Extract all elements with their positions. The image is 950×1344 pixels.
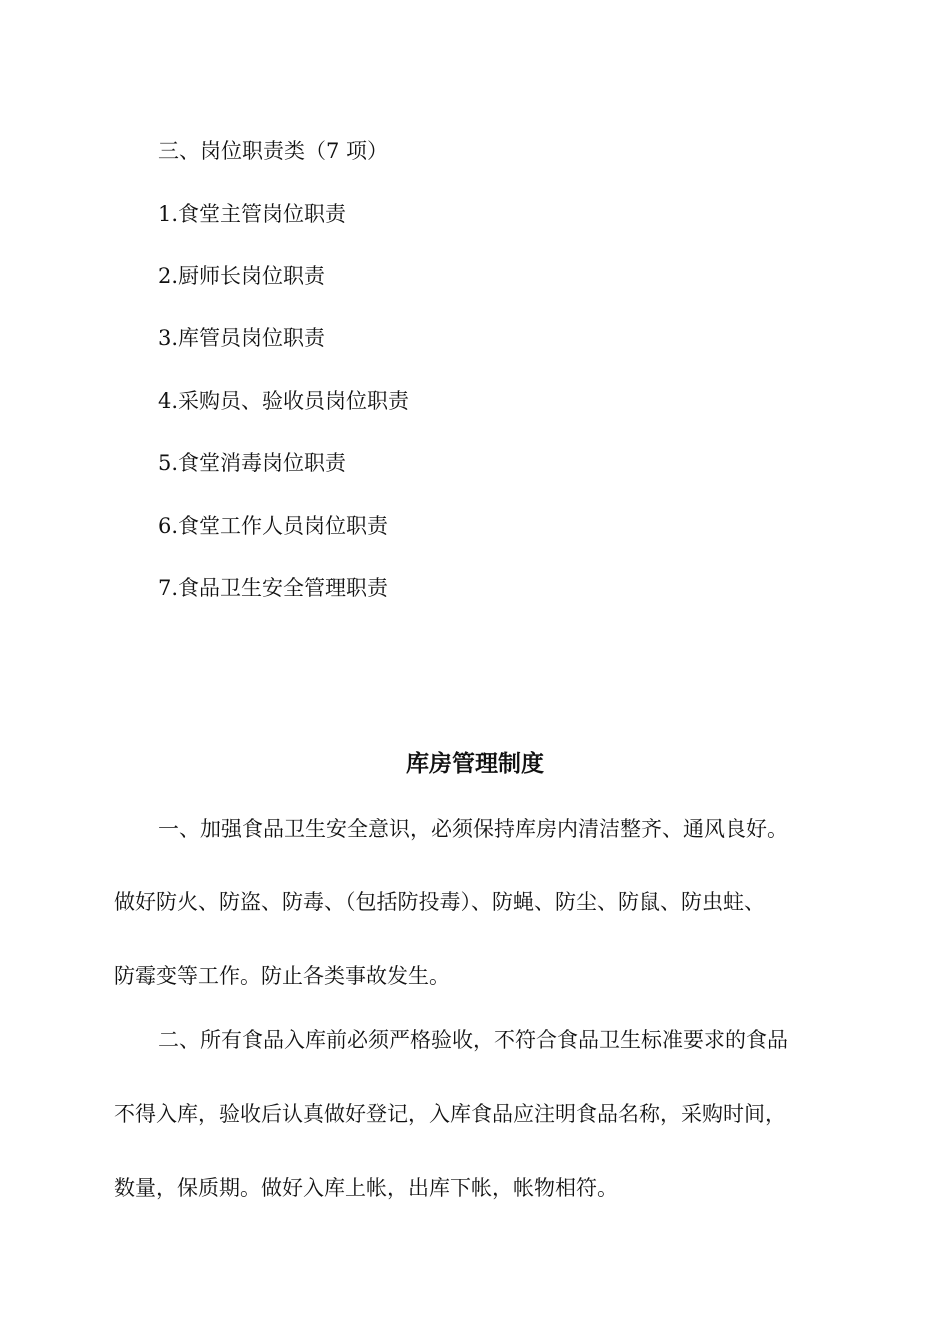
paragraph-line: 不得入库，验收后认真做好登记，入库食品应注明食品名称，采购时间， [114,1102,786,1126]
list-item: 3.库管员岗位职责 [158,326,326,350]
list-item: 5.食堂消毒岗位职责 [158,451,347,475]
list-item: 7.食品卫生安全管理职责 [158,576,389,600]
paragraph-line: 防霉变等工作。防止各类事故发生。 [114,964,450,988]
list-item: 6.食堂工作人员岗位职责 [158,514,389,538]
section-heading: 三、岗位职责类（7 项） [158,139,389,163]
list-item: 2.厨师长岗位职责 [158,264,326,288]
list-item: 4.采购员、验收员岗位职责 [158,389,410,413]
document-title: 库房管理制度 [406,751,544,777]
paragraph-line: 一、加强食品卫生安全意识，必须保持库房内清洁整齐、通风良好。 [158,817,788,841]
list-item: 1.食堂主管岗位职责 [158,202,347,226]
paragraph-line: 二、所有食品入库前必须严格验收，不符合食品卫生标准要求的食品 [158,1028,788,1052]
paragraph-line: 做好防火、防盗、防毒、（包括防投毒）、防蝇、防尘、防鼠、防虫蛀、 [114,890,765,914]
paragraph-line: 数量，保质期。做好入库上帐，出库下帐，帐物相符。 [114,1176,618,1200]
